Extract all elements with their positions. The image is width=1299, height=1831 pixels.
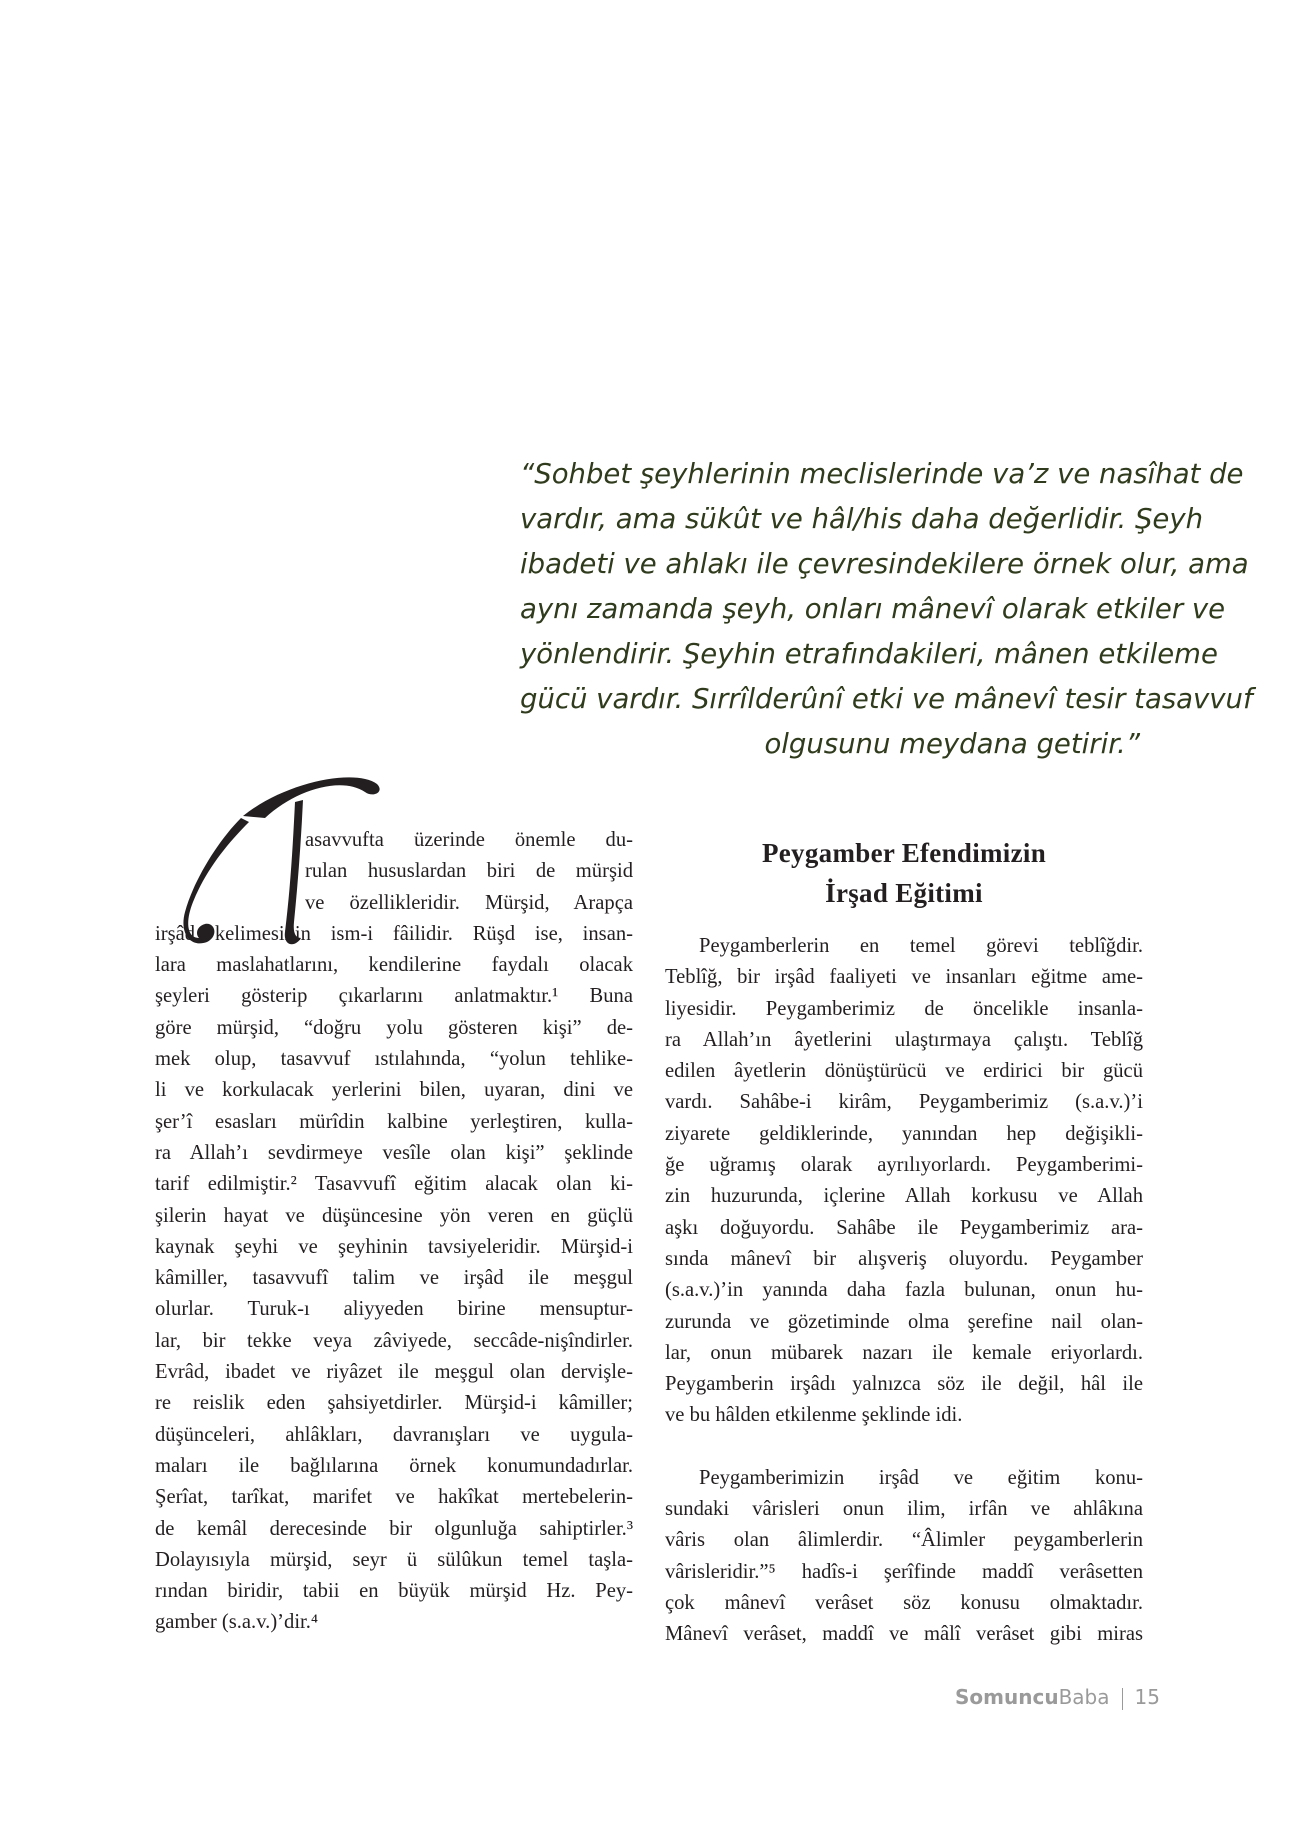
body-line: şeyleri gösterip çıkarlarını anlatmaktır.¹ Buna bbox=[155, 985, 633, 1008]
body-line: asavvufta üzerinde önemle du- bbox=[305, 829, 633, 851]
body-line: lara maslahatlarını, kendilerine faydalı olacak bbox=[155, 954, 633, 977]
body-line: Mânevî verâset, maddî ve mâlî verâset gibi miras bbox=[665, 1623, 1143, 1646]
footer-brand-part1: Somuncu bbox=[955, 1685, 1059, 1709]
body-line: olurlar. Turuk-ı aliyyeden birine mensuptur- bbox=[155, 1298, 633, 1321]
body-line: aşkı doğuyordu. Sahâbe ile Peygamberimiz ara- bbox=[665, 1216, 1143, 1239]
body-line: düşünceleri, ahlâkları, davranışları ve uygula- bbox=[155, 1423, 633, 1446]
quote-line: yönlendirir. Şeyhin etrafındakileri, mânen etkileme bbox=[520, 638, 1218, 670]
body-line: göre mürşid, “doğru yolu gösteren kişi” de- bbox=[155, 1016, 633, 1039]
body-line: ziyarete geldiklerinde, yanından hep değişikli- bbox=[665, 1122, 1143, 1145]
body-line: ve özellikleridir. Mürşid, Arapça bbox=[305, 891, 633, 914]
paragraph bbox=[665, 931, 1143, 1432]
body-line: re reislik eden şahsiyetdirler. Mürşid-i kâmiller; bbox=[155, 1392, 633, 1415]
body-line: Peygamberlerin en temel görevi teblîğdir. bbox=[699, 935, 1143, 957]
body-line: lar, onun mübarek nazarı ile kemale eriyorlardı. bbox=[665, 1341, 1143, 1364]
body-line: rından biridir, tabii en büyük mürşid Hz. Pey- bbox=[155, 1580, 633, 1603]
quote-line: ibadeti ve ahlakı ile çevresindekilere örnek olur, ama bbox=[520, 548, 1249, 580]
body-line: maları ile bağlılarına örnek konumundadırlar. bbox=[155, 1454, 633, 1477]
quote-line: aynı zamanda şeyh, onları mânevî olarak etkiler ve bbox=[520, 593, 1226, 625]
quote-line: gücü vardır. Sırrîlderûnî etki ve mânevî tesir tasavvuf bbox=[520, 683, 1253, 715]
body-line: vârisleridir.”⁵ hadîs-i şerîfinde maddî verâsetten bbox=[665, 1560, 1143, 1583]
body-line: ra Allah’ın âyetlerini ulaştırmaya çalıştı. Teblîğ bbox=[665, 1028, 1143, 1051]
body-line: edilen âyetlerin dönüştürücü ve erdirici bir gücü bbox=[665, 1060, 1143, 1083]
body-line: (s.a.v.)’in yanında daha fazla bulunan, onun hu- bbox=[665, 1279, 1143, 1302]
article-right-column bbox=[665, 825, 1143, 1651]
body-line: gamber (s.a.v.)’dir.⁴ bbox=[155, 1611, 319, 1634]
body-line: sundaki vârisleri onun ilim, irfân ve ahlâkına bbox=[665, 1498, 1143, 1521]
article-left-column bbox=[155, 825, 633, 1639]
body-line: şer’î esasları mürîdin kalbine yerleştiren, kulla- bbox=[155, 1110, 633, 1133]
body-line: şilerin hayat ve düşüncesine yön veren en güçlü bbox=[155, 1204, 633, 1227]
body-line: ğe uğramış olarak ayrılıyorlardı. Peygamberimi- bbox=[665, 1154, 1143, 1177]
body-line: zin huzurunda, içlerine Allah korkusu ve Allah bbox=[665, 1185, 1143, 1208]
body-line: Peygamberimizin irşâd ve eğitim konu- bbox=[699, 1466, 1143, 1489]
body-line: ve bu hâlden etkilenme şeklinde idi. bbox=[665, 1404, 963, 1427]
body-line: Peygamberin irşâdı yalnızca söz ile değil, hâl ile bbox=[665, 1373, 1143, 1396]
body-line: irşâd kelimesinin ism-i fâilidir. Rüşd ise, insan- bbox=[155, 922, 633, 945]
body-line: zurunda ve gözetiminde olma şerefine nail olan- bbox=[665, 1310, 1143, 1333]
body-line: mek olup, tasavvuf ıstılahında, “yolun tehlike- bbox=[155, 1048, 633, 1071]
body-line: Şerîat, tarîkat, marifet ve hakîkat mertebelerin- bbox=[155, 1486, 633, 1509]
body-line: ra Allah’ı sevdirmeye vesîle olan kişi” şeklinde bbox=[155, 1141, 633, 1164]
heading-line-1: Peygamber Efendimizin bbox=[761, 838, 1047, 868]
body-line: liyesidir. Peygamberimiz de öncelikle insanla- bbox=[665, 997, 1143, 1020]
body-line: kâmiller, tasavvufî talim ve irşâd ile meşgul bbox=[155, 1267, 633, 1290]
body-line: tarif edilmiştir.² Tasavvufî eğitim alacak olan ki- bbox=[155, 1173, 633, 1196]
body-line: de kemâl derecesinde bir olgunluğa sahiptirler.³ bbox=[155, 1517, 633, 1540]
body-line: Teblîğ, bir irşâd faaliyeti ve insanları eğitme ame- bbox=[665, 966, 1143, 989]
body-line: li ve korkulacak yerlerini bilen, uyaran, dini ve bbox=[155, 1079, 633, 1102]
heading-line-2: İrşad Eğitimi bbox=[825, 878, 983, 908]
body-line: vâris olan âlimlerdir. “Âlimler peygamberlerin bbox=[665, 1529, 1143, 1552]
paragraph bbox=[665, 1463, 1143, 1651]
footer-divider bbox=[1122, 1688, 1123, 1710]
pull-quote bbox=[520, 452, 1253, 767]
paragraph-gap bbox=[665, 1432, 1143, 1463]
quote-line: olgusunu meydana getirir.” bbox=[764, 728, 1140, 760]
body-line: rulan hususlardan biri de mürşid bbox=[305, 860, 633, 883]
quote-line: “Sohbet şeyhlerinin meclislerinde va’z ve nasîhat de bbox=[520, 458, 1244, 490]
footer-brand-part2: Baba bbox=[1058, 1685, 1110, 1709]
body-line: vardı. Sahâbe-i kirâm, Peygamberimiz (s.a.v.)’i bbox=[665, 1091, 1143, 1114]
page-number: 15 bbox=[1134, 1685, 1160, 1709]
quote-line: vardır, ama sükût ve hâl/his daha değerlidir. Şeyh bbox=[520, 503, 1204, 535]
body-line: lar, bir tekke veya zâviyede, seccâde-nişîndirler. bbox=[155, 1329, 633, 1352]
body-line: çok mânevî verâset söz konusu olmaktadır. bbox=[665, 1591, 1143, 1614]
body-line: kaynak şeyhi ve şeyhinin tavsiyeleridir. Mürşid-i bbox=[155, 1235, 633, 1258]
page-footer bbox=[955, 1685, 1160, 1715]
body-line: Evrâd, ibadet ve riyâzet ile meşgul olan dervişle- bbox=[155, 1361, 633, 1384]
body-line: Dolayısıyla mürşid, seyr ü sülûkun temel taşla- bbox=[155, 1548, 633, 1571]
body-line: sında mânevî bir alışveriş oluyordu. Peygamber bbox=[665, 1247, 1143, 1270]
heading-spacer bbox=[665, 825, 1143, 931]
